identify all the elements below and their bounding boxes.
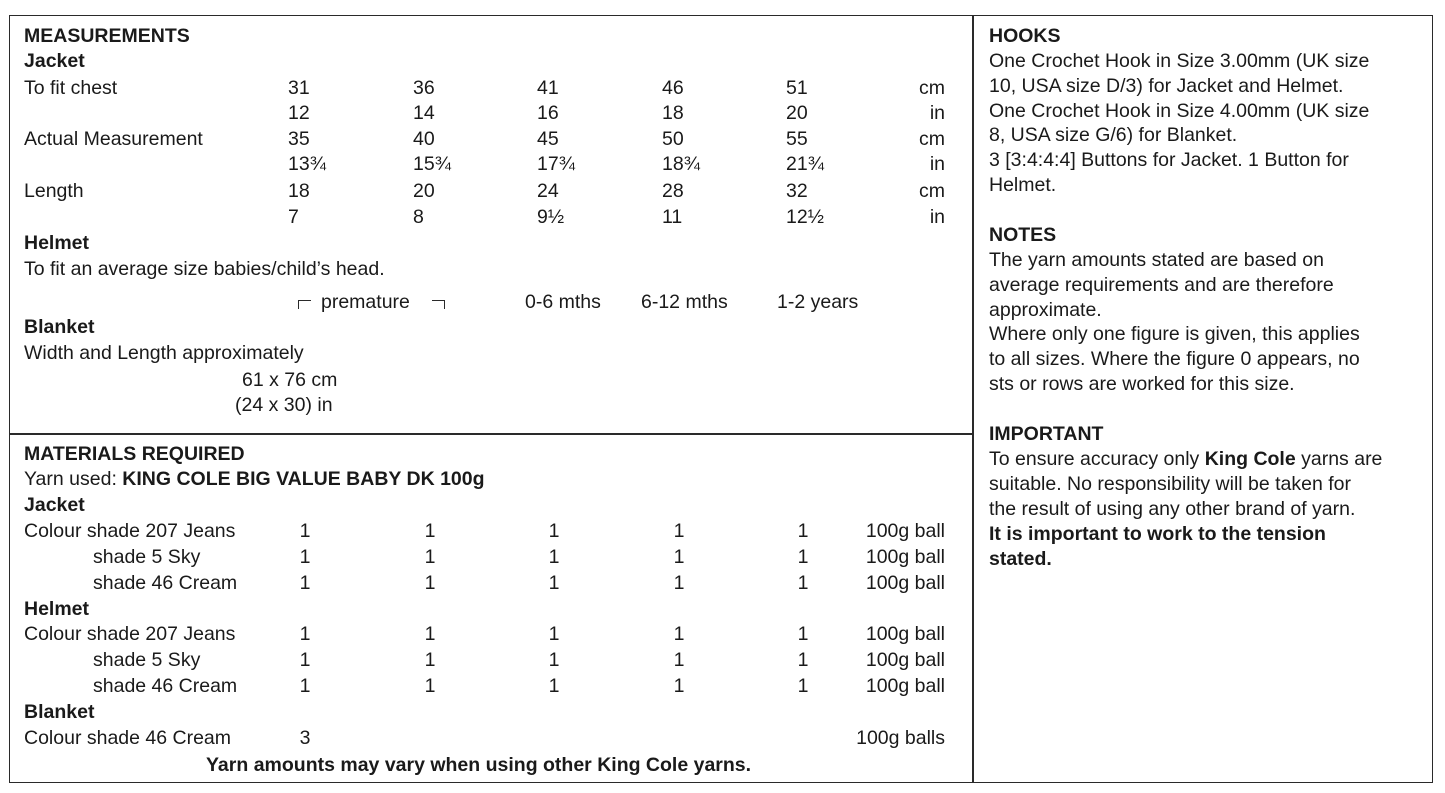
hooks-line: Helmet. xyxy=(989,174,1057,196)
measurement-value: 12½ xyxy=(786,206,824,228)
material-quantity: 1 xyxy=(797,546,809,568)
important-line-1-suffix: yarns are xyxy=(1295,448,1383,470)
material-unit: 100g ball xyxy=(865,623,945,645)
material-quantity: 1 xyxy=(548,520,560,542)
measurement-label: To fit chest xyxy=(24,77,118,99)
helmet-heading: Helmet xyxy=(24,232,90,254)
material-label: Colour shade 207 Jeans xyxy=(24,623,236,645)
measurement-value: 55 xyxy=(786,128,808,150)
important-line-2: suitable. No responsibility will be taken for xyxy=(989,473,1352,495)
notes-line: The yarn amounts stated are based on xyxy=(989,249,1324,271)
measurement-value: 31 xyxy=(288,77,310,99)
materials-group-heading: Helmet xyxy=(24,598,90,620)
material-unit: 100g ball xyxy=(865,546,945,568)
tension-note-line-1: It is important to work to the tension xyxy=(989,523,1326,545)
material-quantity: 3 xyxy=(299,727,311,749)
material-quantity: 1 xyxy=(548,572,560,594)
measurement-value: 28 xyxy=(662,180,684,202)
materials-heading: MATERIALS REQUIRED xyxy=(24,443,245,465)
measurement-value: 18¾ xyxy=(662,153,700,175)
measurement-value: 17¾ xyxy=(537,153,575,175)
material-quantity: 1 xyxy=(797,649,809,671)
section-divider xyxy=(9,433,973,435)
measurement-value: 51 xyxy=(786,77,808,99)
blanket-size-text: Width and Length approximately xyxy=(24,342,304,364)
measurement-value: 7 xyxy=(288,206,299,228)
measurement-value: 50 xyxy=(662,128,684,150)
hooks-line: One Crochet Hook in Size 4.00mm (UK size xyxy=(989,99,1370,122)
measurement-value: 15¾ xyxy=(413,153,451,175)
yarn-used xyxy=(24,466,485,492)
measurement-value: 41 xyxy=(537,77,559,99)
measurements-heading: MEASUREMENTS xyxy=(24,25,190,47)
measurement-unit: in xyxy=(929,153,945,175)
important-line-1-prefix: To ensure accuracy only xyxy=(989,448,1205,470)
material-quantity: 1 xyxy=(673,572,685,594)
material-quantity: 1 xyxy=(797,675,809,697)
blanket-size-cm: 61 x 76 cm xyxy=(242,369,338,391)
material-quantity: 1 xyxy=(797,572,809,594)
blanket-heading: Blanket xyxy=(24,316,95,338)
measurement-unit: cm xyxy=(919,180,945,202)
important-line-3: the result of using any other brand of yarn. xyxy=(989,498,1356,520)
material-quantity: 1 xyxy=(548,623,560,645)
measurement-value: 32 xyxy=(786,180,808,202)
material-quantity: 1 xyxy=(673,623,685,645)
measurement-value: 36 xyxy=(413,77,435,99)
material-quantity: 1 xyxy=(424,572,436,594)
yarn-used-prefix: Yarn used: xyxy=(24,468,123,490)
materials-group-heading: Jacket xyxy=(24,494,85,516)
tension-note-line-2: stated. xyxy=(989,548,1052,570)
material-quantity: 1 xyxy=(548,649,560,671)
notes-line: sts or rows are worked for this size. xyxy=(989,373,1295,395)
material-quantity: 1 xyxy=(673,675,685,697)
measurement-value: 24 xyxy=(537,180,559,202)
material-unit: 100g ball xyxy=(865,675,945,697)
helmet-size-6-12: 6-12 mths xyxy=(641,291,728,313)
measurement-value: 8 xyxy=(413,206,424,228)
material-label: Colour shade 46 Cream xyxy=(24,727,232,749)
helmet-size-premature: premature xyxy=(321,291,410,313)
material-unit: 100g ball xyxy=(865,520,945,542)
measurement-value: 21¾ xyxy=(786,153,824,175)
material-quantity: 1 xyxy=(548,675,560,697)
measurement-value: 11 xyxy=(662,206,683,228)
measurement-value: 14 xyxy=(413,102,435,124)
measurement-value: 9½ xyxy=(537,206,565,228)
material-unit: 100g balls xyxy=(856,727,945,749)
material-quantity: 1 xyxy=(424,546,436,568)
bracket-left xyxy=(298,300,311,309)
material-quantity: 1 xyxy=(424,520,436,542)
material-quantity: 1 xyxy=(299,520,311,542)
material-quantity: 1 xyxy=(673,546,685,568)
measurement-value: 12 xyxy=(288,102,310,124)
material-quantity: 1 xyxy=(299,623,311,645)
blanket-size-in: (24 x 30) in xyxy=(235,394,333,416)
helmet-fit-text: To fit an average size babies/child’s head. xyxy=(24,258,385,280)
notes-line: approximate. xyxy=(989,298,1102,321)
measurement-value: 20 xyxy=(413,180,435,202)
material-quantity: 1 xyxy=(673,520,685,542)
notes-line: Where only one figure is given, this applies xyxy=(989,323,1360,346)
material-quantity: 1 xyxy=(424,675,436,697)
brand-name: King Cole xyxy=(1204,448,1296,470)
measurement-unit: in xyxy=(929,102,945,124)
measurement-value: 46 xyxy=(662,77,684,99)
material-label: shade 46 Cream xyxy=(93,675,238,697)
material-label: shade 46 Cream xyxy=(93,572,238,594)
materials-footer: Yarn amounts may vary when using other King Cole yarns. xyxy=(206,754,752,776)
hooks-line: One Crochet Hook in Size 3.00mm (UK size xyxy=(989,50,1370,72)
material-quantity: 1 xyxy=(424,649,436,671)
yarn-name: KING COLE BIG VALUE BABY DK 100g xyxy=(122,468,485,490)
material-quantity: 1 xyxy=(299,675,311,697)
material-quantity: 1 xyxy=(424,623,436,645)
hooks-line: 8, USA size G/6) for Blanket. xyxy=(989,124,1238,147)
measurement-value: 13¾ xyxy=(288,153,326,175)
measurement-value: 35 xyxy=(288,128,310,150)
hooks-heading: HOOKS xyxy=(989,25,1061,47)
material-quantity: 1 xyxy=(797,623,809,645)
column-divider xyxy=(972,15,974,783)
material-quantity: 1 xyxy=(299,572,311,594)
material-unit: 100g ball xyxy=(865,649,945,671)
measurement-value: 20 xyxy=(786,102,808,124)
notes-line: average requirements and are therefore xyxy=(989,273,1334,296)
measurement-unit: cm xyxy=(919,128,945,150)
measurement-value: 40 xyxy=(413,128,435,150)
material-quantity: 1 xyxy=(299,649,311,671)
important-line-1 xyxy=(989,446,1382,472)
jacket-heading: Jacket xyxy=(24,50,85,72)
important-heading: IMPORTANT xyxy=(989,423,1104,445)
materials-group-heading: Blanket xyxy=(24,701,95,723)
measurement-unit: cm xyxy=(919,77,945,99)
material-quantity: 1 xyxy=(673,649,685,671)
notes-line: to all sizes. Where the figure 0 appears, no xyxy=(989,348,1360,371)
bracket-right xyxy=(432,300,445,309)
hooks-line: 10, USA size D/3) for Jacket and Helmet. xyxy=(989,74,1344,97)
measurement-value: 18 xyxy=(662,102,684,124)
measurement-label: Length xyxy=(24,180,84,202)
material-quantity: 1 xyxy=(299,546,311,568)
material-quantity: 1 xyxy=(797,520,809,542)
measurement-label: Actual Measurement xyxy=(24,128,203,150)
measurement-value: 18 xyxy=(288,180,310,202)
hooks-line: 3 [3:4:4:4] Buttons for Jacket. 1 Button for xyxy=(989,149,1349,172)
material-label: Colour shade 207 Jeans xyxy=(24,520,236,542)
material-unit: 100g ball xyxy=(865,572,945,594)
measurement-unit: in xyxy=(929,206,945,228)
material-label: shade 5 Sky xyxy=(93,649,201,671)
material-quantity: 1 xyxy=(548,546,560,568)
measurement-value: 16 xyxy=(537,102,559,124)
helmet-size-0-6: 0-6 mths xyxy=(525,291,601,313)
notes-heading: NOTES xyxy=(989,224,1057,246)
helmet-size-1-2: 1-2 years xyxy=(777,291,859,313)
material-label: shade 5 Sky xyxy=(93,546,201,568)
measurement-value: 45 xyxy=(537,128,559,150)
